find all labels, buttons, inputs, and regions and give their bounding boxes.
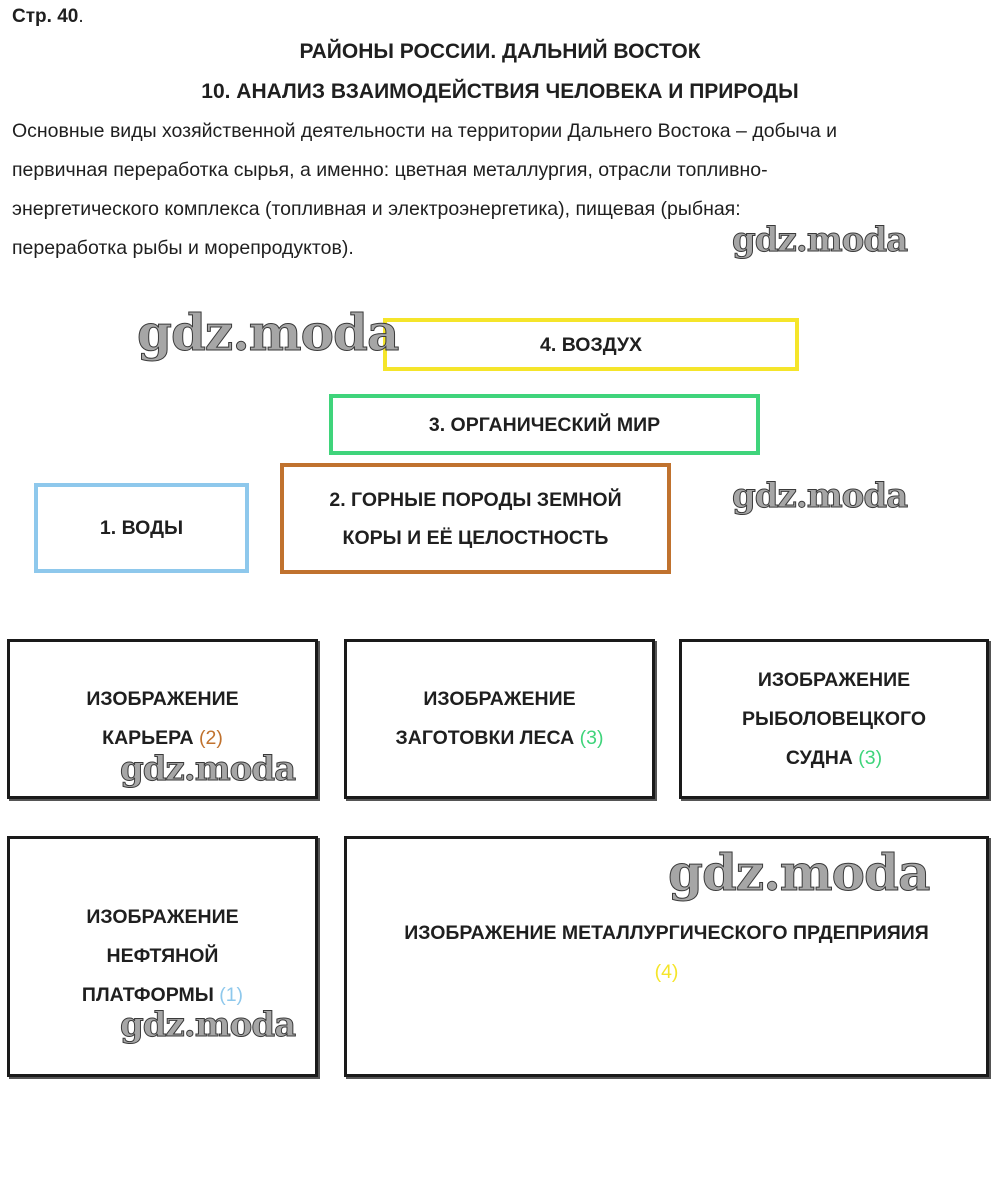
watermark-logo: gdz.moda (732, 220, 908, 260)
image-label: РЫБОЛОВЕЦКОГО (741, 707, 926, 730)
image-fishing-box (679, 639, 989, 799)
image-label: ИЗОБРАЖЕНИЕ (757, 668, 911, 691)
watermark-logo: gdz.moda (732, 476, 908, 516)
component-rocks-label: 2. ГОРНЫЕ ПОРОДЫ ЗЕМНОЙ (329, 488, 622, 511)
component-water-label: 1. ВОДЫ (99, 517, 184, 539)
reference-number: (3) (579, 727, 604, 749)
image-label: ИЗОБРАЖЕНИЕ (423, 688, 576, 710)
component-air-box (383, 318, 799, 371)
watermark-logo: gdz.moda (137, 303, 399, 362)
paragraph-line: энергетического комплекса (топливная и электроэнергетика), пищевая (рыбная: (12, 198, 741, 220)
component-water-box (34, 483, 249, 573)
reference-number: (3) (858, 746, 883, 769)
reference-number: (1) (219, 984, 244, 1006)
component-organic-box (329, 394, 760, 455)
page-number: Стр. 40. (12, 6, 84, 27)
reference-number: (4) (654, 961, 679, 983)
page-title: РАЙОНЫ РОССИИ. ДАЛЬНИЙ ВОСТОК (299, 40, 701, 63)
image-label: ЗАГОТОВКИ ЛЕСА (395, 727, 575, 749)
component-rocks-box (280, 463, 671, 574)
watermark-logo: gdz.moda (120, 1005, 296, 1045)
image-logging-box (344, 639, 655, 799)
image-label: ИЗОБРАЖЕНИЕ МЕТАЛЛУРГИЧЕСКОГО ПРДЕПРИЯИЯ (404, 922, 929, 944)
image-label: ПЛАТФОРМЫ (81, 984, 214, 1006)
watermark-logo: gdz.moda (668, 843, 930, 902)
component-organic-label: 3. ОРГАНИЧЕСКИЙ МИР (428, 413, 661, 436)
paragraph-line: переработка рыбы и морепродуктов). (12, 237, 354, 259)
component-air-label: 4. ВОЗДУХ (540, 333, 642, 356)
image-label: КАРЬЕРА (102, 727, 194, 749)
image-label: НЕФТЯНОЙ (106, 945, 219, 967)
image-label: ИЗОБРАЖЕНИЕ (86, 688, 239, 710)
watermark-logo: gdz.moda (120, 749, 296, 789)
image-label: ИЗОБРАЖЕНИЕ (86, 906, 239, 928)
image-label: СУДНА (785, 746, 853, 769)
reference-number: (2) (198, 727, 223, 749)
paragraph-line: Основные виды хозяйственной деятельности на территории Дальнего Востока – добыча и (12, 120, 838, 142)
paragraph-line: первичная переработка сырья, а именно: цветная металлургия, отрасли топливно- (12, 159, 768, 181)
component-rocks-label: КОРЫ И ЕЁ ЦЕЛОСТНОСТЬ (342, 526, 609, 549)
section-title: 10. АНАЛИЗ ВЗАИМОДЕЙСТВИЯ ЧЕЛОВЕКА И ПРИРОДЫ (201, 80, 799, 103)
